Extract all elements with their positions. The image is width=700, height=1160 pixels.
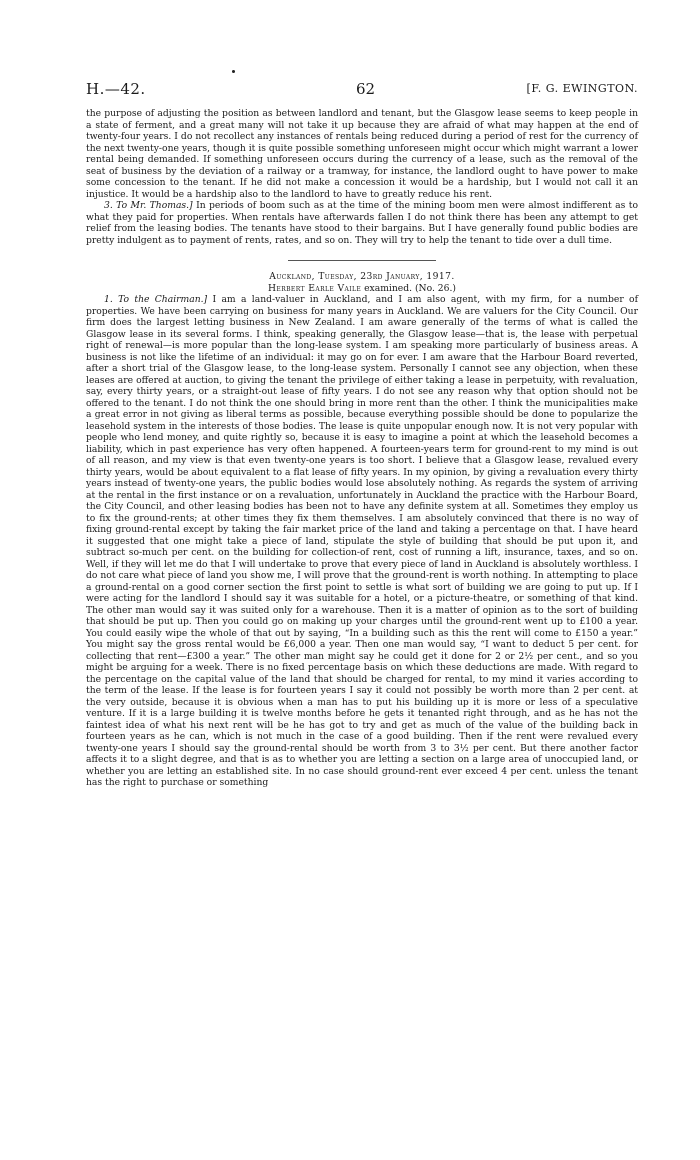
witness-name-header: [F. G. EWINGTON. xyxy=(526,82,638,95)
document-reference: H.—42. xyxy=(86,80,146,98)
witness-examined-line xyxy=(86,283,638,295)
page-number: 62 xyxy=(356,80,376,98)
answer-text: In periods of boom such as at the time of the mining boom men were almost indifferent as to what they paid for properties. When rentals have afterwards fallen I do not think there has been any attempt to get relief from the leasing bodies. The tenants have stood to their bargains. But I have generally found public bodies are pretty indulgent as to payment of rents, rates, and so on. They will try to help the tenant to tide over a dull time. xyxy=(86,200,638,246)
question-label: 1. To the Chairman.] xyxy=(104,294,208,305)
dateline: Auckland, Tuesday, 23rd January, 1917. xyxy=(269,271,455,282)
question-label: 3. To Mr. Thomas.] xyxy=(104,200,193,211)
witness-name: Herbert Earle Vaile xyxy=(268,282,362,294)
examined-text: examined. (No. 26.) xyxy=(361,282,456,294)
paragraph-question-3 xyxy=(86,200,638,246)
document-body xyxy=(86,108,638,789)
answer-text: I am a land-valuer in Auckland, and I am also agent, with my firm, for a number of properties. We have been carrying on business for many years in Auckland. We are valuers for the City Council. Our firm does the largest letting business in New Zealand. I am aware generally of the terms of what is called the Glasgow lease in its several forms. I think, speaking generally, the Glasgow lease—that is, the lease with perpetual right of renewal—is more popular than the long-lease system. I am speaking more particularly of business areas. A business is not like the lifetime of an individual: it may go on for ever. I am aware that the Harbour Board reverted, after a short trial of the Glasgow lease, to the long-lease system. Personally I cannot see any objection, when these leases are offered at auction, to giving the tenant the privilege of either taking a lease in perpetuity, with revaluation, say, every thirty years, or a straight-out lease of fifty years. I do not see any reason why that option should not be offered to the tenant. I do not think the one should bring in more rent than the other. I think the municipalities make a great error in not giving as liberal terms as possible, because everything possible should be done to popularize the leasehold system in the interests of those bodies. The lease is quite unpopular enough now. It is not very popular with people who lend money, and quite rightly so, because it is easy to imagine a point at which the leasehold becomes a liability, which in past experience has very often happened. A fourteen-years term for ground-rent to my mind is out of all reason, and my view is that even twenty-one years is too short. I believe that a Glasgow lease, revalued every thirty years, would be about equivalent to a flat lease of fifty years. In my opinion, by giving a revaluation every thirty years instead of twenty-one years, the public bodies would lose absolutely nothing. As regards the system of arriving at the rental in the first instance or on a revaluation, unfortunately in Auckland the practice with the Harbour Board, the City Council, and other leasing bodies has been not to have any definite system at all. Sometimes they employ us to fix the ground-rents; at other times they fix them themselves. I am absolutely convinced that there is no way of fixing ground-rental except by taking the fair market price of the land and taking a percentage on that. I have heard it suggested that one might take a piece of land, stipulate the style of building that should be put upon it, and subtract so-much per cent. on the building for collection-of rent, cost of running a lift, insurance, taxes, and so on. Well, if they will let me do that I will undertake to prove that every piece of land in Auckland is absolutely worthless. I do not care what piece of land you show me, I will prove that the ground-rent is worth nothing. In attempting to place a ground-rental on a good corner section the first point to settle is what sort of building we are going to put up. If I were acting for the landlord I should say it was suitable for a hotel, or a picture-theatre, or something of that kind. The other man would say it was suited only for a warehouse. Then it is a matter of opinion as to the sort of building that should be put up. Then you could go on making up your charges until the ground-rent went up to £100 a year. You could easily wipe the whole of that out by saying, “In a building such as this the rent will come to £150 a year.” You might say the gross rental would be £6,000 a year. Then one man would say, “I want to deduct 5 per cent. for collecting that rent—£300 a year.” The other man might say he could get it done for 2 or 2½ per cent., and so you might be arguing for a week. There is no fixed percentage basis on which these deductions are made. With regard to the percentage on the capital value of the land that should be charged for rental, to my mind it varies according to the term of the lease. If the lease is for fourteen years I say it could not possibly be worth more than 2 per cent. at the very outside, because it is obvious when a man has to put his building up it is more or less of a speculative venture. If it is a large building it is twelve months before he gets it tenanted right through, and as he has not the faintest idea of what his next rent will be he has got to try and get as much of the value of the building back in fourteen years as he can, which is not much in the case of a good building. Then if the rent were revalued every twenty-one years I should say the ground-rental should be worth from 3 to 3½ per cent. But there another factor affects it to a slight degree, and that is as to whether you are letting a section on a large area of unoccupied land, or whether you are letting an established site. In no case should ground-rent ever exceed 4 per cent. unless the tenant has the right to purchase or something xyxy=(86,294,638,788)
page-header xyxy=(86,80,638,102)
paragraph-question-1 xyxy=(86,294,638,789)
section-divider xyxy=(288,260,436,261)
stray-mark xyxy=(232,70,235,73)
paragraph-continued: the purpose of adjusting the position as between landlord and tenant, but the Glasgow lease seems to keep people in a state of ferment, and a great many will not take it up because they are afraid of what may happen at the end of twenty-four years. I do not recollect any instances of rentals being reduced during a period of rest for the currency of the next twenty-one years, though it is quite possible something unforeseen might occur which might warrant a lower rental being demanded. If something unforeseen occurs during the currency of a lease, such as the removal of the seat of business by the deviation of a railway or a tramway, for instance, the landlord ought to have power to make some concession to the tenant. If he did not make a concession it would be a hardship, but I would not call it an injustice. It would be a hardship also to the landlord to have to greatly reduce his rent. xyxy=(86,108,638,200)
